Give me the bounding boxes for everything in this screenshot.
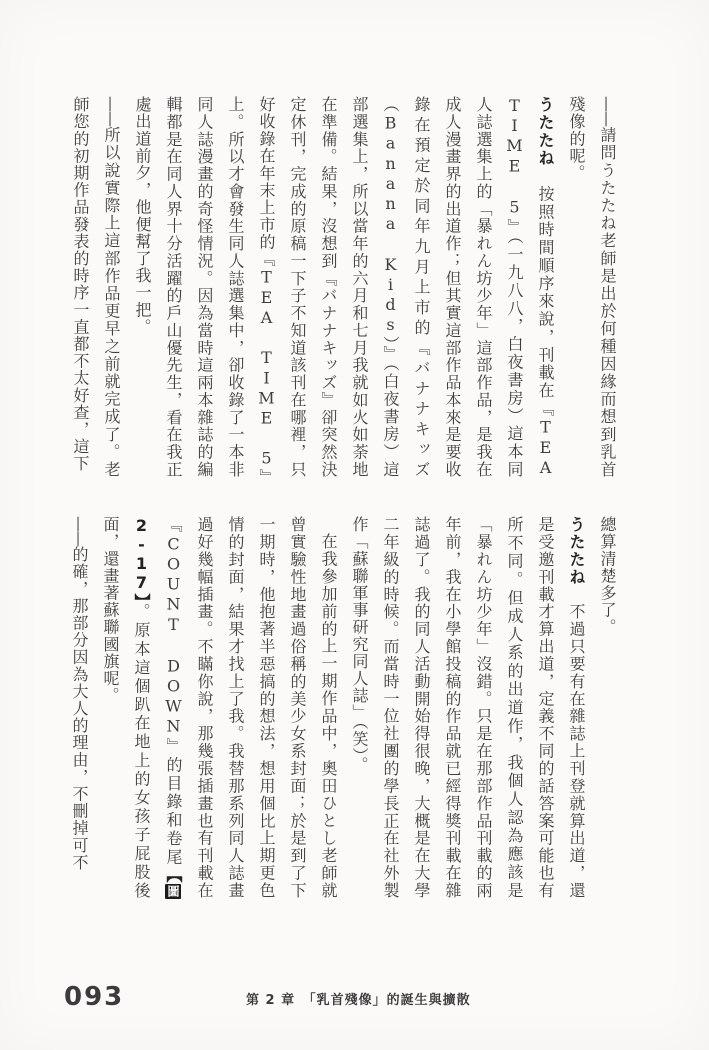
text-segment: 請問うたたね老師是出於何種因緣而想到乳首殘像的呢。 bbox=[567, 96, 617, 478]
text-segment: 的確，那部分因為大人的理由，不刪掉可不 bbox=[70, 546, 89, 871]
speaker-name: うたたね bbox=[567, 516, 586, 586]
top-text-block bbox=[53, 96, 623, 478]
text-segment: 。原本這個趴在地上的女孩子屁股後面，還畫著蘇聯國旗呢。 bbox=[101, 516, 151, 899]
interviewer-dash: —— bbox=[70, 516, 89, 546]
utatane-answer-2-continued bbox=[95, 516, 344, 899]
running-chapter-title: 第 2 章 「乳首殘像」的誕生與擴散 bbox=[246, 993, 471, 1008]
speaker-name: うたたね bbox=[536, 96, 555, 168]
bottom-text-block bbox=[53, 516, 623, 899]
utatane-answer-2 bbox=[344, 516, 592, 899]
text-segment: 總算清楚多了。 bbox=[598, 516, 617, 636]
interviewer-question-3 bbox=[64, 516, 95, 899]
text-segment: 按照時間順序來說，刊載在『TEA TIME 5』（一九八八，白夜書房）這本同人誌選集上的「暴れん坊少年」這部作品，是我在成人漫畫界的出道作；但其實這部作品本來是要收錄在預定於同年九月上市的『バナナキッズ（Banana Kids）』（白夜書房）這部選集上，所以當年的六月和七月我就如火如荼地在準備。結果，沒想到『バナナキッズ』卻突然決定休刊，完成的原稿一下子不知道該刊在哪裡，只好收錄在年末上市的『TEA TIME 5』上。所以才會發生同人誌選集中，卻收錄了一本非同人誌漫畫的奇怪情況。因為當時這兩本雜誌的編輯都是在同人界十分活躍的戶山優先生，看在我正處出道前夕，他便幫了我一把。 bbox=[133, 96, 555, 478]
text-segment: 在我參加前的上一期作品中，奧田ひとし老師就曾實驗性地畫過俗稱的美少女系封面；於是到了下一期時，他抱著半惡搞的想法，想用個比上期更色情的封面，結果才找上了我。我替那系列同人誌畫過好幾幅插畫。不瞞你說，那幾張插畫也有刊載在『COUNT DOWN』的目錄和卷尾 bbox=[164, 516, 338, 899]
page-number: 093 bbox=[64, 982, 125, 1012]
utatane-answer-1 bbox=[127, 96, 561, 478]
interviewer-dash: —— bbox=[102, 96, 121, 126]
interviewer-question-2-part1 bbox=[65, 96, 127, 478]
figure-box-glyph: 圖 bbox=[166, 884, 180, 898]
text-segment: 不過只要有在雜誌上刊登就算出道，還是受邀刊載才算出道，定義不同的話答案可能也有所不同。但成人系的出道作，我個人認為應該是「暴れん坊少年」沒錯。只是在那部作品刊載的兩年前，我在小學館投稿的作品就已經得獎刊載在雜誌過了。我的同人活動開始得很晚，大概是在大學二年級的時候。而當時一位社團的學長正在社外製作「蘇聯軍事研究同人誌」（笑）。 bbox=[350, 516, 586, 899]
interviewer-question-1 bbox=[561, 96, 623, 478]
text-segment: 所以說實際上這部作品更早之前就完成了。老師您的初期作品發表的時序一直都不太好查，這下 bbox=[71, 96, 121, 478]
figure-reference: 2-17】 bbox=[132, 516, 151, 603]
figure-reference: 【 bbox=[164, 866, 183, 884]
interviewer-dash: —— bbox=[598, 96, 617, 126]
interviewer-question-2-part2 bbox=[592, 516, 623, 899]
